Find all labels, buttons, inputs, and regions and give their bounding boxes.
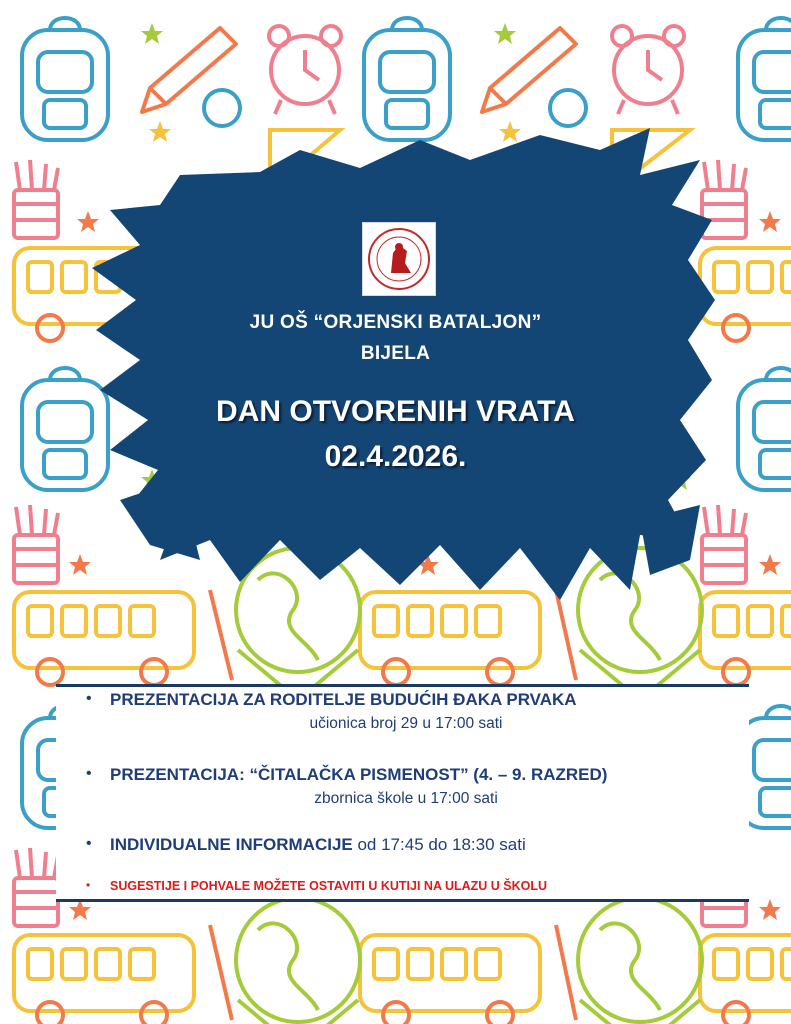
program-item-detail: zbornica škole u 17:00 sati: [314, 790, 498, 807]
bullet: •: [86, 765, 92, 782]
event-date: 02.4.2026.: [324, 440, 467, 473]
school-crest-icon: [363, 223, 435, 295]
event-title: DAN OTVORENIH VRATA: [216, 395, 575, 428]
program-item-title: INDIVIDUALNE INFORMACIJE: [110, 835, 353, 854]
bullet: •: [86, 835, 92, 852]
school-logo: [362, 222, 436, 296]
school-town: BIJELA: [360, 343, 431, 364]
bullet: •: [86, 690, 92, 707]
program-panel: [56, 684, 749, 902]
program-item-title: PREZENTACIJA: “ČITALAČKA PISMENOST” (4. – 9. RAZRED): [110, 765, 608, 784]
program-item-detail: od 17:45 do 18:30 sati: [357, 835, 526, 854]
suggestion-note-text: SUGESTIJE I POHVALE MOŽETE OSTAVITI U KUTIJI NA ULAZU U ŠKOLU: [110, 879, 548, 893]
program-item-detail: učionica broj 29 u 17:00 sati: [309, 715, 503, 732]
school-name: JU OŠ “ORJENSKI BATALJON”: [249, 312, 542, 333]
program-item-line: [110, 835, 526, 855]
bullet: •: [86, 878, 91, 892]
program-item-title: PREZENTACIJA ZA RODITELJE BUDUĆIH ĐAKA PRVAKA: [110, 690, 577, 709]
